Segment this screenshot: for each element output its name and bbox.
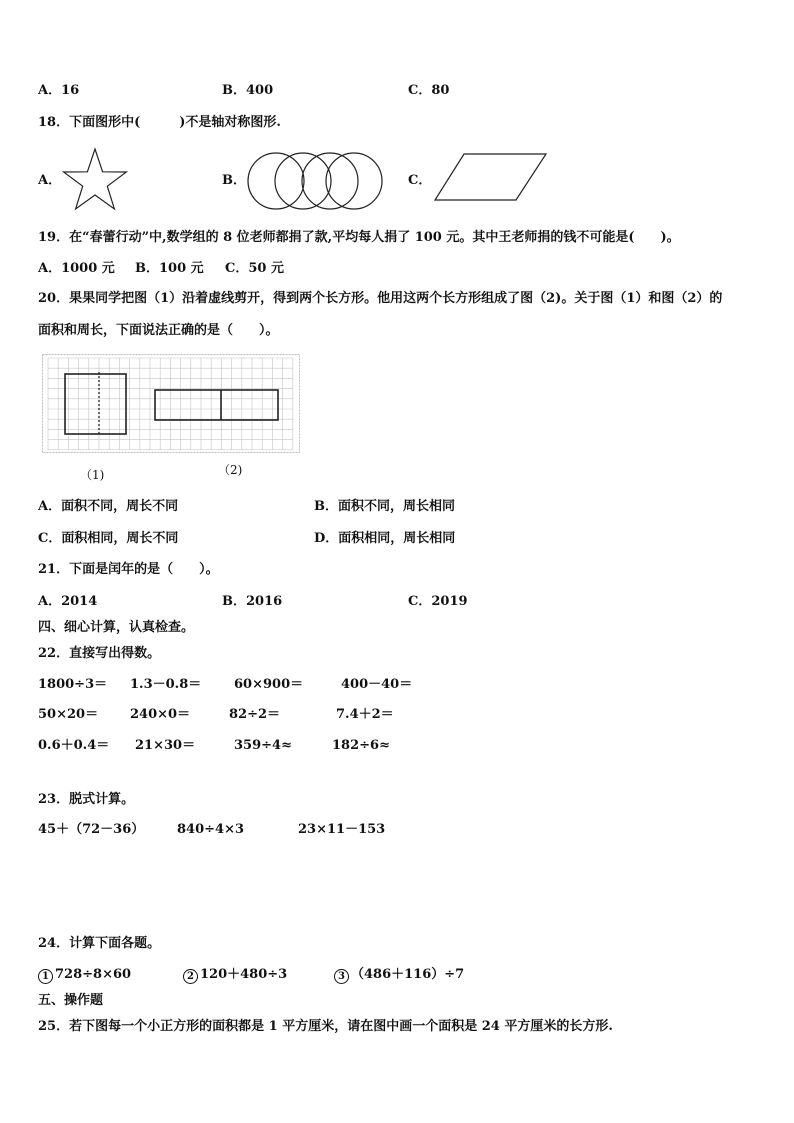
q20-fig2-label: （2)	[218, 463, 243, 477]
q20-fig1-label: （1)	[80, 468, 105, 482]
q22-item: 1800÷3＝	[38, 677, 108, 692]
parallelogram-figure	[434, 152, 548, 202]
q22-item: 359÷4≈	[234, 738, 292, 753]
q24-stem: 24．计算下面各题。	[38, 936, 161, 951]
q18-stem: 18．下面图形中( )不是轴对称图形.	[38, 115, 281, 130]
star-figure	[62, 148, 128, 212]
q22-item: 21×30＝	[135, 738, 196, 753]
q19-stem: 19．在“春蕾行动”中,数学组的 8 位老师都捐了款,平均每人捐了 100 元。其中王老师捐的钱不可能是( )。	[38, 230, 680, 245]
q22-item: 0.6＋0.4＝	[38, 738, 110, 753]
q23-item: 23×11－153	[298, 822, 386, 837]
figure-1-square	[65, 374, 126, 434]
q19-option-a: A．1000 元	[38, 261, 115, 276]
section-4-heading: 四、细心计算，认真检查。	[38, 620, 195, 635]
q19-option-c: C．50 元	[225, 261, 284, 276]
q22-item: 50×20＝	[38, 707, 99, 722]
q23-item: 840÷4×3	[177, 822, 245, 837]
q20-stem-line2: 面积和周长，下面说法正确的是（ ）。	[38, 323, 279, 338]
q25-stem: 25．若下图每一个小正方形的面积都是 1 平方厘米，请在图中画一个面积是 24 平方厘米的长方形.	[38, 1019, 613, 1034]
q18-option-b-label: B．	[222, 173, 246, 188]
q24-item-1: 1 728÷8×60	[38, 967, 131, 984]
q20-option-d: D．面积相同，周长相同	[314, 531, 456, 546]
figure-2-rectangle	[155, 390, 278, 420]
q21-option-b: B．2016	[222, 594, 283, 609]
q22-item: 240×0＝	[130, 707, 191, 722]
q19-option-b: B．100 元	[135, 261, 204, 276]
q22-item: 60×900＝	[234, 677, 304, 692]
q22-item: 400－40＝	[341, 677, 413, 692]
q20-stem-line1: 20．果果同学把图（1）沿着虚线剪开，得到两个长方形。他用这两个长方形组成了图（2)。关于图（1）和图（2）的	[38, 291, 723, 306]
q23-item: 45＋（72－36）	[38, 822, 145, 837]
q21-option-a: A．2014	[38, 594, 98, 609]
q17-option-a: A．16	[38, 83, 80, 98]
q18-option-c-label: C．	[408, 173, 432, 188]
q22-item: 82÷2＝	[229, 707, 281, 722]
q22-stem: 22．直接写出得数。	[38, 646, 161, 661]
q24-item-2: 2 120＋480÷3	[183, 967, 287, 984]
q24-item-3: 3 （486＋116）÷7	[334, 967, 464, 984]
q18-option-a-label: A．	[38, 173, 62, 188]
q22-item: 7.4＋2＝	[336, 707, 394, 722]
q20-option-a: A．面积不同，周长不同	[38, 499, 179, 514]
q21-stem: 21．下面是闰年的是（ ）。	[38, 562, 219, 577]
q22-item: 1.3－0.8＝	[130, 677, 202, 692]
q20-grid-figure	[42, 354, 302, 454]
q17-option-c: C．80	[408, 83, 450, 98]
q17-option-b: B．400	[222, 83, 274, 98]
section-5-heading: 五、操作题	[38, 993, 104, 1008]
four-circles-figure	[244, 150, 386, 212]
q21-option-c: C．2019	[408, 594, 468, 609]
q23-stem: 23．脱式计算。	[38, 792, 135, 807]
q20-option-b: B．面积不同，周长相同	[314, 499, 456, 514]
q22-item: 182÷6≈	[332, 738, 390, 753]
q20-option-c: C．面积相同，周长不同	[38, 531, 179, 546]
